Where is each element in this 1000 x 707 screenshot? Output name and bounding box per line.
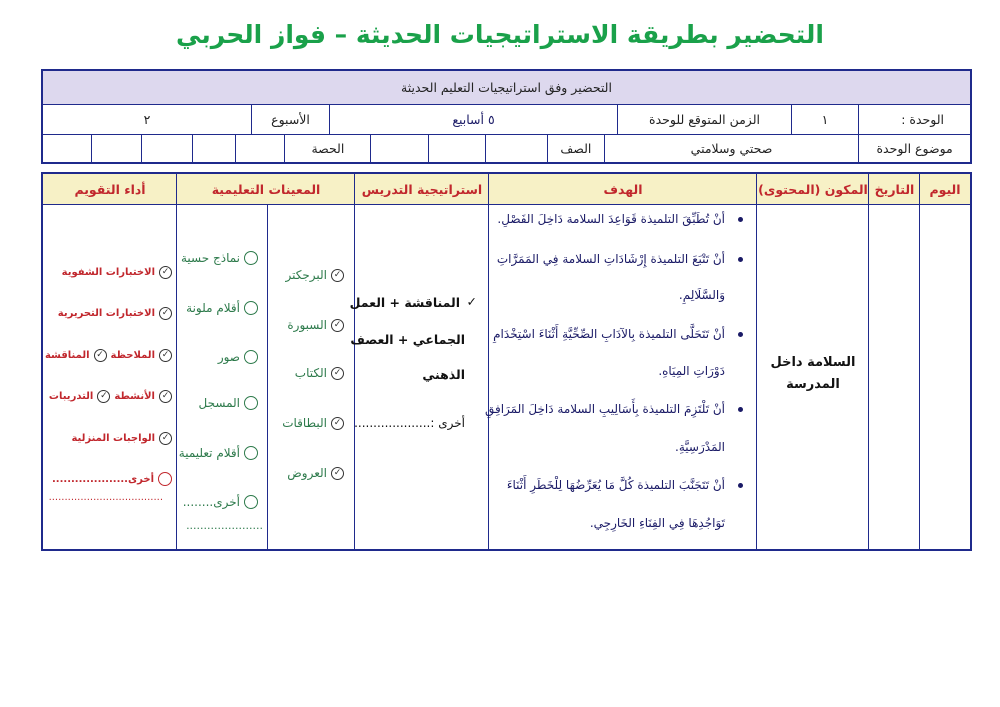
expected-time-value: ٥ أسابيع bbox=[329, 104, 617, 134]
period-cell-5 bbox=[43, 134, 91, 162]
objective-3: أنْ تَتَحَلَّى التلميذة بِالآدَابِ الصِّحِّيَّةِ أَثْنَاءَ اسْتِخْدَامِ bbox=[493, 327, 725, 341]
period-label: الحصة bbox=[284, 134, 370, 162]
check-icon: ✓ bbox=[159, 266, 172, 279]
check-icon: ✓ bbox=[159, 307, 172, 320]
assess-activities: ✓ الأنشطة ✓ التدريبات bbox=[49, 390, 172, 403]
aid-pictures: صور bbox=[218, 350, 258, 364]
aid-models: نماذج حسية bbox=[181, 251, 258, 265]
objective-5b: تَوَاجُدِهَا فِي الفِنَاءِ الخَارِجِي. bbox=[589, 516, 725, 530]
check-icon: ✓ bbox=[331, 367, 344, 380]
aid-projector: ✓ البرجكتر bbox=[285, 268, 344, 282]
week-label: الأسبوع bbox=[251, 104, 329, 134]
circle-icon bbox=[244, 446, 258, 460]
expected-time-label: الزمن المتوقع للوحدة bbox=[617, 104, 791, 134]
aid-recorder: المسجل bbox=[199, 396, 258, 410]
circle-icon bbox=[244, 495, 258, 509]
aid-presentations: ✓ العروض bbox=[287, 466, 344, 480]
objective-2b: وَالسَّلَالِمِ. bbox=[678, 288, 725, 302]
col-assessment: أداء التقويم bbox=[74, 181, 146, 197]
period-cell-4 bbox=[91, 134, 141, 162]
check-icon: ✓ bbox=[159, 390, 172, 403]
circle-icon bbox=[244, 251, 258, 265]
objective-4: أنْ تَلْتَزِمَ التلميذة بِأَسَالِيبِ السلامة دَاخِلَ المَرَافِقِ bbox=[484, 402, 725, 416]
aid-educational-pens: أقلام تعليمية bbox=[179, 446, 258, 460]
col-strategy: استراتيجية التدريس bbox=[361, 181, 483, 197]
objective-5: أنْ تَتَجَنَّبَ التلميذة كُلَّ مَا يُعَرِّضُهَا لِلْخَطَرِ أَثْنَاءَ bbox=[506, 478, 725, 492]
check-icon: ✓ bbox=[331, 417, 344, 430]
lesson-info-table bbox=[41, 69, 972, 164]
check-icon: ✓ bbox=[331, 467, 344, 480]
unit-topic-value: صحتي وسلامتي bbox=[604, 134, 858, 162]
assess-other-dots: .................................... bbox=[48, 492, 163, 503]
check-icon: ✓ bbox=[97, 390, 110, 403]
col-objective: الهدف bbox=[603, 181, 643, 197]
subtitle-row bbox=[43, 71, 970, 105]
check-icon: ✓ bbox=[331, 269, 344, 282]
aid-cards: ✓ البطاقات bbox=[282, 416, 344, 430]
objective-2: أنْ تَتْبَعَ التلميذة إِرْشَادَاتِ السلامة فِي المَمَرَّاتِ bbox=[496, 252, 725, 266]
objective-4b: المَدْرَسِيَّةِ. bbox=[675, 440, 725, 454]
col-date: التاريخ bbox=[874, 181, 915, 197]
circle-icon bbox=[158, 472, 172, 486]
week-value: ٢ bbox=[143, 111, 151, 127]
objective-1: أنْ تُطَبِّقَ التلميذة قَوَاعِدَ السلامة دَاخِلَ الفَصْلِ. bbox=[497, 212, 725, 226]
circle-icon bbox=[244, 301, 258, 315]
unit-row bbox=[43, 104, 970, 135]
class-cell-3 bbox=[370, 134, 428, 162]
period-cell-1 bbox=[235, 134, 285, 162]
aid-board: ✓ السبورة bbox=[287, 318, 344, 332]
lesson-plan-table bbox=[41, 172, 972, 551]
unit-label: الوحدة : bbox=[858, 104, 970, 134]
aid-colored-pens: أقلام ملونة bbox=[186, 301, 258, 315]
check-icon: ✓ bbox=[94, 349, 107, 362]
objective-3b: دَوْرَاتِ المِيَاهِ. bbox=[658, 364, 725, 378]
subtitle: التحضير وفق استراتيجيات التعليم الحديثة bbox=[401, 80, 612, 95]
strategy-line-3: الذهني bbox=[422, 367, 465, 382]
col-aids: المعينات التعليمية bbox=[211, 181, 321, 197]
circle-icon bbox=[244, 350, 258, 364]
assess-observation: ✓ الملاحظة ✓ المناقشة bbox=[45, 349, 172, 362]
aid-other-dots: ...................... bbox=[186, 519, 263, 532]
topic-row bbox=[43, 134, 970, 162]
period-cell-3 bbox=[141, 134, 192, 162]
assess-written: ✓ الاختبارات التحريرية bbox=[58, 307, 172, 320]
assess-other: أخرى.................... bbox=[52, 472, 172, 486]
assess-oral: ✓ الاختبارات الشفوية bbox=[62, 266, 172, 279]
aid-other: أخرى........ bbox=[183, 495, 258, 509]
check-icon: ✓ bbox=[159, 349, 172, 362]
class-cell-1 bbox=[485, 134, 547, 162]
period-cell-2 bbox=[192, 134, 235, 162]
col-day: اليوم bbox=[929, 181, 961, 197]
class-cell-2 bbox=[428, 134, 485, 162]
strategy-line-1: المناقشة + العمل bbox=[349, 295, 460, 310]
strategy-line-2: الجماعي + العصف bbox=[350, 332, 465, 347]
unit-value: ١ bbox=[791, 104, 858, 134]
col-content: المكون (المحتوى) bbox=[758, 181, 868, 197]
circle-icon bbox=[244, 396, 258, 410]
strategy-check: ✓ bbox=[466, 294, 477, 309]
strategy-other: أخرى :.................... bbox=[354, 416, 465, 430]
class-label: الصف bbox=[547, 134, 604, 162]
unit-topic-label: موضوع الوحدة bbox=[858, 134, 970, 162]
assess-homework: ✓ الواجبات المنزلية bbox=[71, 432, 172, 445]
check-icon: ✓ bbox=[331, 319, 344, 332]
check-icon: ✓ bbox=[159, 432, 172, 445]
lesson-content: السلامة داخل المدرسة bbox=[770, 355, 856, 392]
aid-book: ✓ الكتاب bbox=[295, 366, 344, 380]
page-title: التحضير بطريقة الاستراتيجيات الحديثة – فواز الحربي bbox=[176, 20, 824, 49]
